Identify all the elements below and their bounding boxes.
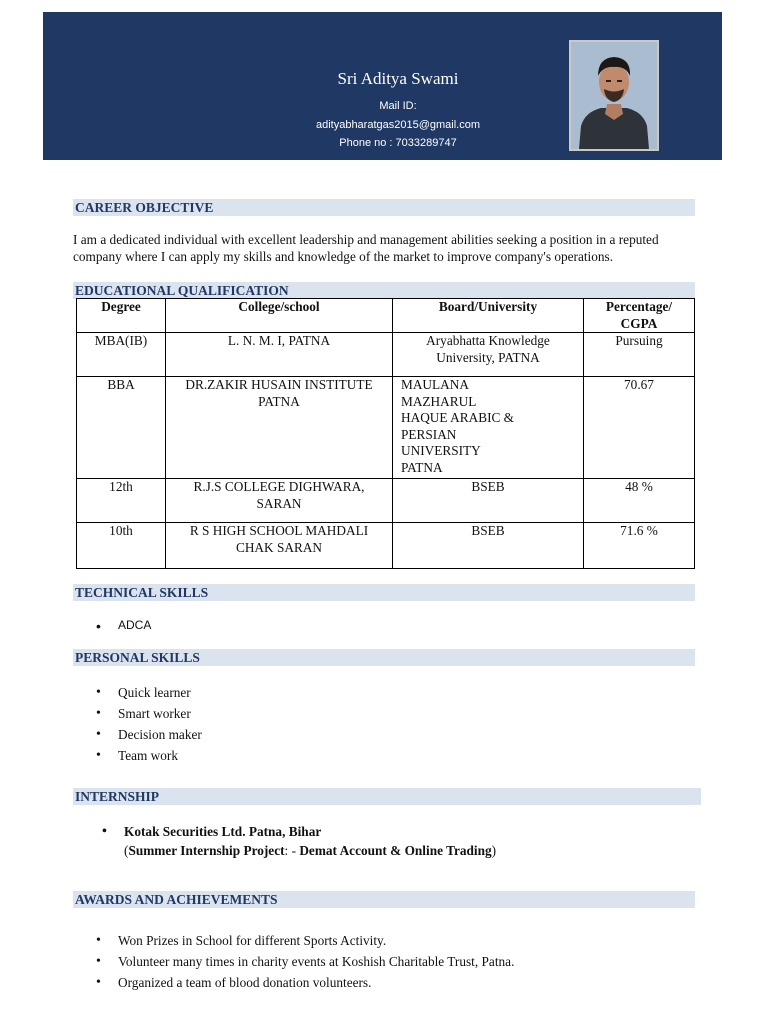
cell-line: MAZHARUL xyxy=(401,393,477,409)
table-row xyxy=(77,479,695,523)
list-item: • Won Prizes in School for different Sports Activity. xyxy=(96,933,514,954)
list-item: • Decision maker xyxy=(96,727,202,748)
project-separator: : - xyxy=(284,843,300,858)
cell-line: PATNA xyxy=(258,393,300,409)
header-cgpa-line: CGPA xyxy=(620,315,658,331)
internship-project xyxy=(124,843,496,859)
cell-percentage: 71.6 % xyxy=(584,523,695,569)
table-row xyxy=(77,377,695,479)
table-row xyxy=(77,333,695,377)
objective-text xyxy=(73,232,733,265)
project-title: Demat Account & Online Trading xyxy=(299,843,492,858)
cell-line: Aryabhatta Knowledge xyxy=(426,333,550,348)
table-row xyxy=(77,523,695,569)
cell-college xyxy=(166,479,393,523)
cell-degree: MBA(IB) xyxy=(77,333,166,377)
header-percentage-line: Percentage/ xyxy=(605,299,673,314)
objective-line: I am a dedicated individual with excellent leadership and management abilities seeking a position in a reputed xyxy=(73,232,659,247)
cell-line: BSEB xyxy=(471,479,505,494)
cell-line: BSEB xyxy=(471,523,505,538)
cell-board xyxy=(393,479,584,523)
header-college: College/school xyxy=(166,299,393,333)
personal-skills-list xyxy=(96,685,202,769)
cell-line: R S HIGH SCHOOL MAHDALI xyxy=(189,523,369,538)
list-item: • Team work xyxy=(96,748,202,769)
cell-college xyxy=(166,523,393,569)
list-item: • ADCA xyxy=(96,618,151,639)
cell-line: CHAK SARAN xyxy=(235,539,323,555)
cell-line: R.J.S COLLEGE DIGHWARA, xyxy=(193,479,365,494)
cell-degree: 10th xyxy=(77,523,166,569)
cell-college xyxy=(166,333,393,377)
cell-line: UNIVERSITY xyxy=(401,443,481,458)
header-degree: Degree xyxy=(77,299,166,333)
open-paren: ( xyxy=(124,843,129,858)
cell-college xyxy=(166,377,393,479)
header-percentage xyxy=(584,299,695,333)
awards-list xyxy=(96,933,514,996)
cell-line: HAQUE ARABIC & xyxy=(401,410,515,425)
cell-line: PERSIAN xyxy=(401,426,457,442)
list-item: • Organized a team of blood donation volunteers. xyxy=(96,975,514,996)
education-table xyxy=(76,298,695,569)
cell-line: PATNA xyxy=(401,459,443,475)
cell-degree: 12th xyxy=(77,479,166,523)
phone-number: Phone no : 7033289747 xyxy=(339,137,457,149)
section-internship: INTERNSHIP xyxy=(73,788,701,805)
cell-board xyxy=(393,333,584,377)
cell-board xyxy=(393,377,584,479)
table-header-row xyxy=(77,299,695,333)
cell-percentage: 70.67 xyxy=(584,377,695,479)
section-awards: AWARDS AND ACHIEVEMENTS xyxy=(73,891,695,908)
cell-board xyxy=(393,523,584,569)
cell-percentage: Pursuing xyxy=(584,333,695,377)
close-paren: ) xyxy=(491,843,497,858)
candidate-name: Sri Aditya Swami xyxy=(337,69,459,88)
technical-skills-list xyxy=(96,618,151,639)
cell-line: DR.ZAKIR HUSAIN INSTITUTE xyxy=(185,377,373,392)
list-item: • Quick learner xyxy=(96,685,202,706)
project-label: Summer Internship Project xyxy=(128,843,285,858)
email-address: adityabharatgas2015@gmail.com xyxy=(315,119,481,131)
cell-percentage: 48 % xyxy=(584,479,695,523)
objective-line: company where I can apply my skills and knowledge of the market to improve company's operations. xyxy=(73,248,614,264)
section-career-objective: CAREER OBJECTIVE xyxy=(73,199,695,216)
section-education: EDUCATIONAL QUALIFICATION xyxy=(73,282,695,299)
cell-degree: BBA xyxy=(77,377,166,479)
cell-line: University, PATNA xyxy=(436,349,540,365)
section-technical-skills: TECHNICAL SKILLS xyxy=(73,584,695,601)
section-personal-skills: PERSONAL SKILLS xyxy=(73,649,695,666)
header-board: Board/University xyxy=(393,299,584,333)
mail-label: Mail ID: xyxy=(379,100,417,112)
cell-line: SARAN xyxy=(256,495,302,511)
cell-line: L. N. M. I, PATNA xyxy=(227,333,331,348)
profile-photo xyxy=(569,40,659,151)
cell-line: MAULANA xyxy=(401,377,469,392)
internship-company: • Kotak Securities Ltd. Patna, Bihar xyxy=(102,824,321,843)
list-item: • Volunteer many times in charity events at Koshish Charitable Trust, Patna. xyxy=(96,954,514,975)
internship-list xyxy=(102,824,321,843)
list-item: • Smart worker xyxy=(96,706,202,727)
